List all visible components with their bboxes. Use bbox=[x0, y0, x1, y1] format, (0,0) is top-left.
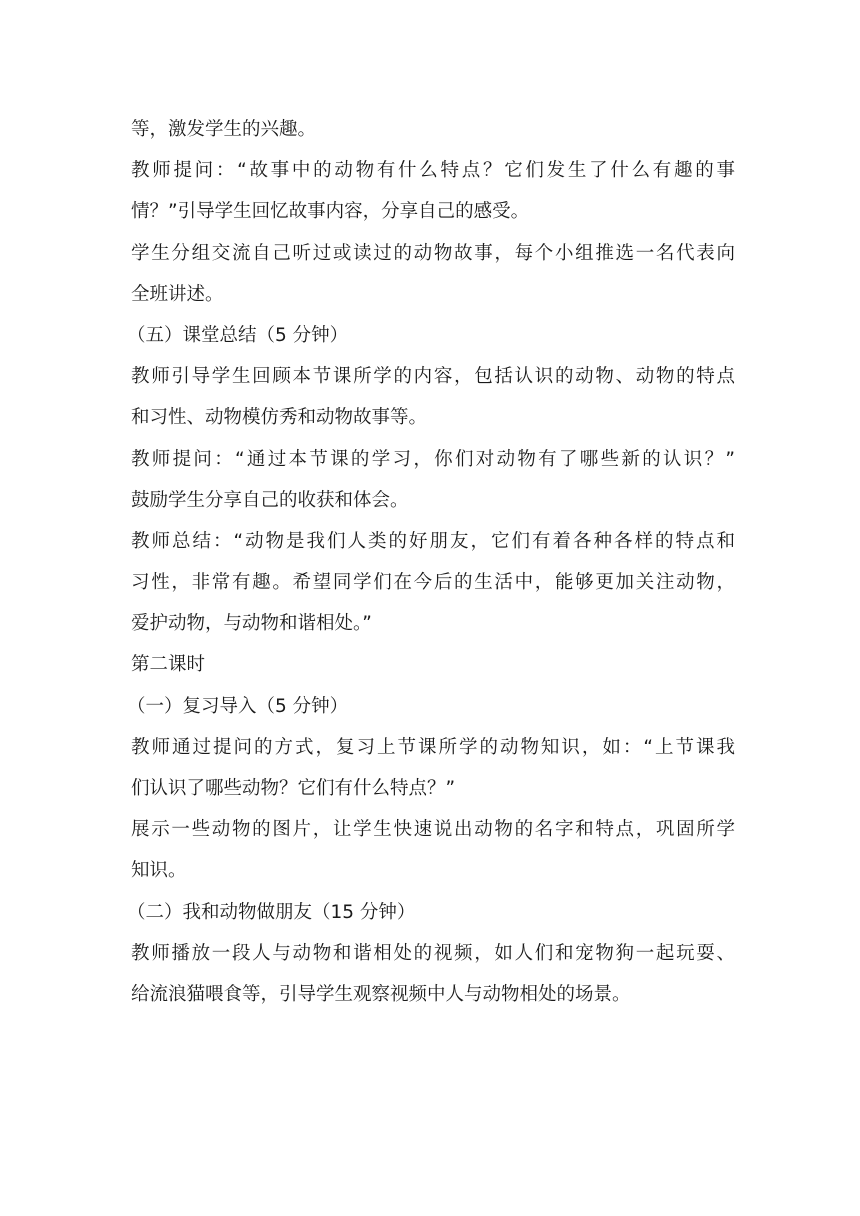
body-line: 教师提问：“通过本节课的学习，你们对动物有了哪些新的认识？” bbox=[131, 448, 735, 470]
body-line: 们认识了哪些动物？它们有什么特点？” bbox=[131, 778, 456, 799]
body-line: 教师通过提问的方式，复习上节课所学的动物知识，如：“上节课我 bbox=[131, 736, 735, 758]
document-body bbox=[127, 109, 735, 1015]
body-line: 知识。 bbox=[131, 860, 187, 882]
section-heading: （五）课堂总结（5 分钟） bbox=[127, 324, 349, 346]
body-line: 等，激发学生的兴趣。 bbox=[131, 119, 317, 140]
body-line: 爱护动物，与动物和谐相处。” bbox=[131, 613, 372, 635]
lesson-heading: 第二课时 bbox=[131, 654, 206, 676]
body-line: 教师播放一段人与动物和谐相处的视频，如人们和宠物狗一起玩耍、 bbox=[131, 942, 735, 964]
body-line: 给流浪猫喂食等，引导学生观察视频中人与动物相处的场景。 bbox=[131, 983, 631, 1005]
body-line: 教师提问：“故事中的动物有什么特点？它们发生了什么有趣的事 bbox=[131, 160, 735, 182]
body-line: 和习性、动物模仿秀和动物故事等。 bbox=[131, 407, 428, 429]
body-line: 习性，非常有趣。希望同学们在今后的生活中，能够更加关注动物， bbox=[131, 572, 735, 594]
body-line: 教师引导学生回顾本节课所学的内容，包括认识的动物、动物的特点 bbox=[131, 366, 735, 388]
body-line: 教师总结：“动物是我们人类的好朋友，它们有着各种各样的特点和 bbox=[131, 530, 735, 552]
body-line: 展示一些动物的图片，让学生快速说出动物的名字和特点，巩固所学 bbox=[131, 819, 735, 841]
body-line: 全班讲述。 bbox=[131, 283, 224, 305]
body-line: 情？”引导学生回忆故事内容，分享自己的感受。 bbox=[131, 201, 530, 223]
body-line: 学生分组交流自己听过或读过的动物故事，每个小组推选一名代表向 bbox=[131, 242, 735, 264]
section-heading: （二）我和动物做朋友（15 分钟） bbox=[127, 901, 416, 923]
section-heading: （一）复习导入（5 分钟） bbox=[127, 695, 349, 717]
body-line: 鼓励学生分享自己的收获和体会。 bbox=[131, 489, 409, 511]
